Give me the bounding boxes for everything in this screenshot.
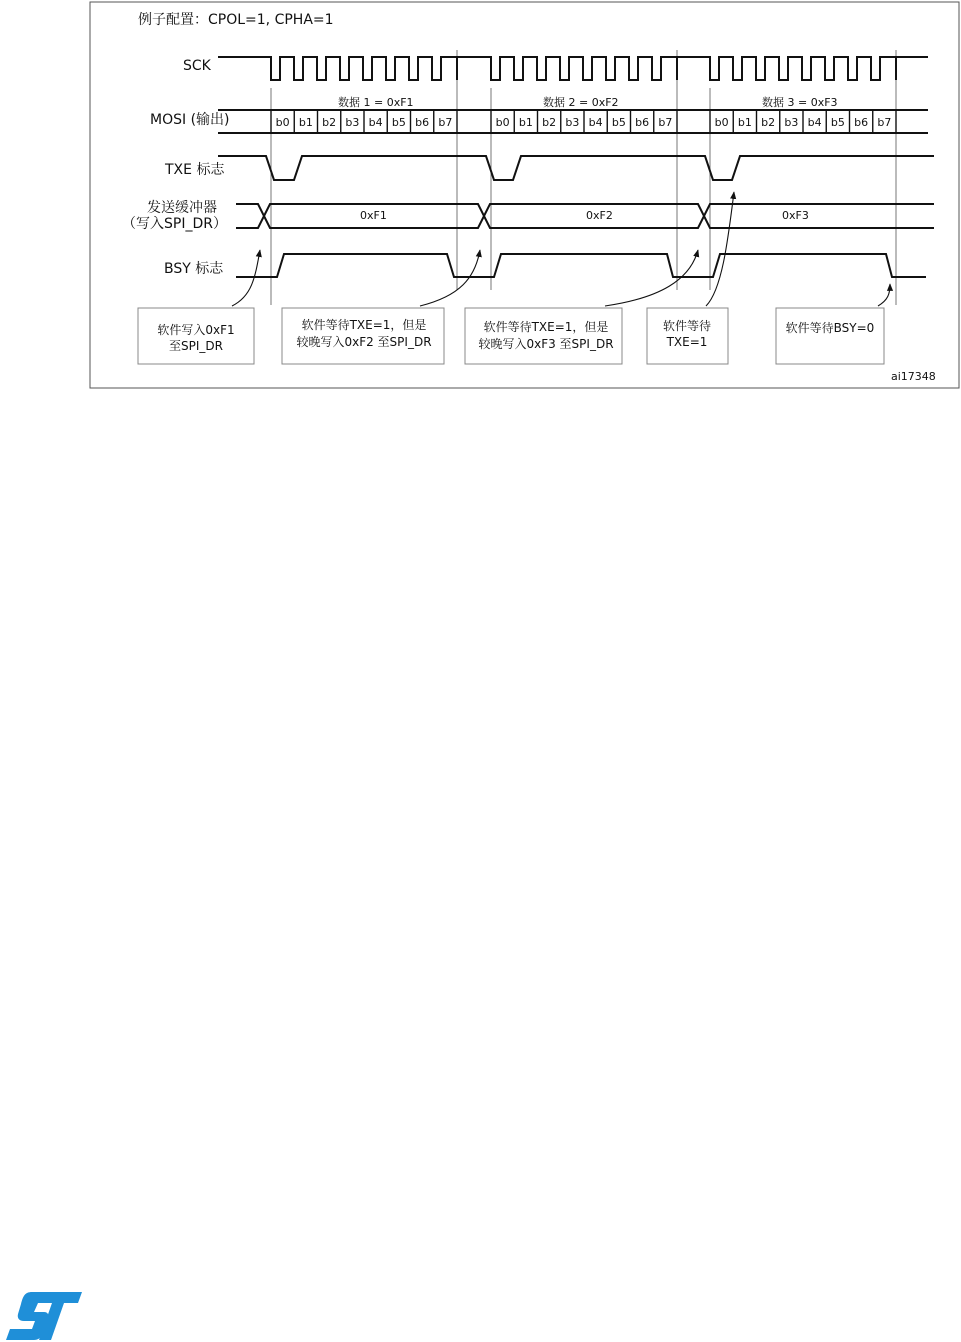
bit-label: b4: [368, 116, 383, 129]
tx-buffer-bus: [236, 204, 934, 228]
bit-label: b3: [345, 116, 360, 129]
annotation-1-line2: 至SPI_DR: [169, 339, 223, 353]
bit-label: b7: [658, 116, 673, 129]
bit-label: b7: [438, 116, 453, 129]
bit-label: b3: [784, 116, 799, 129]
bit-label: b6: [854, 116, 869, 129]
bit-label: b2: [542, 116, 557, 129]
bit-label: b3: [565, 116, 580, 129]
bit-label: b1: [518, 116, 533, 129]
annotation-2-line1: 软件等待TXE=1，但是: [301, 318, 427, 332]
buffer-label-line2: （写入SPI_DR）: [122, 216, 227, 232]
buffer-label-line1: 发送缓冲器: [147, 200, 217, 216]
annotation-1: [138, 308, 254, 364]
txe-waveform: [218, 156, 934, 180]
diagram-title: 例子配置：CPOL=1, CPHA=1: [138, 12, 334, 28]
sck-waveform: [218, 57, 928, 80]
annotation-3-line1: 软件等待TXE=1，但是: [483, 320, 609, 334]
buffer-value-2: 0xF2: [586, 209, 613, 222]
annotation-4: [647, 308, 728, 364]
bit-label: b1: [298, 116, 313, 129]
bit-label: b2: [322, 116, 337, 129]
bit-label: b0: [714, 116, 729, 129]
bit-label: b0: [495, 116, 510, 129]
data-label-2: 数据 2 = 0xF2: [543, 96, 619, 109]
data-label-3: 数据 3 = 0xF3: [762, 96, 838, 109]
annotation-5: [776, 308, 884, 364]
annotation-2: [282, 308, 444, 364]
bit-label: b4: [588, 116, 603, 129]
spi-timing-diagram: [0, 0, 961, 400]
st-logo: [4, 1290, 84, 1342]
txe-label: TXE 标志: [165, 162, 225, 178]
bit-label: b6: [635, 116, 650, 129]
bit-label: b1: [737, 116, 752, 129]
bsy-waveform: [236, 254, 926, 277]
bit-label: b7: [877, 116, 892, 129]
mosi-bit-cells: [271, 110, 896, 133]
st-logo-shape: [6, 1292, 82, 1340]
annotation-3: [465, 308, 622, 364]
bit-label: b5: [830, 116, 845, 129]
data-label-1: 数据 1 = 0xF1: [338, 96, 414, 109]
annotation-3-line2: 较晚写入0xF3 至SPI_DR: [478, 337, 614, 351]
bit-label: b4: [807, 116, 822, 129]
bit-label: b5: [611, 116, 626, 129]
annotation-2-line2: 较晚写入0xF2 至SPI_DR: [296, 335, 432, 349]
mosi-label: MOSI (输出): [150, 112, 230, 128]
bsy-label: BSY 标志: [164, 261, 224, 277]
annotation-5-line1: 软件等待BSY=0: [785, 321, 875, 335]
annotation-4-line2: TXE=1: [666, 335, 708, 349]
buffer-value-3: 0xF3: [782, 209, 809, 222]
annotation-1-line1: 软件写入0xF1: [157, 323, 235, 337]
bit-label: b5: [391, 116, 406, 129]
timing-guides: [271, 50, 896, 305]
bit-label: b2: [761, 116, 776, 129]
bit-label: b6: [415, 116, 430, 129]
buffer-value-1: 0xF1: [360, 209, 387, 222]
annotation-4-line1: 软件等待: [662, 319, 712, 333]
figure-id: ai17348: [891, 370, 936, 383]
sck-label: SCK: [183, 58, 211, 74]
bit-label: b0: [275, 116, 290, 129]
